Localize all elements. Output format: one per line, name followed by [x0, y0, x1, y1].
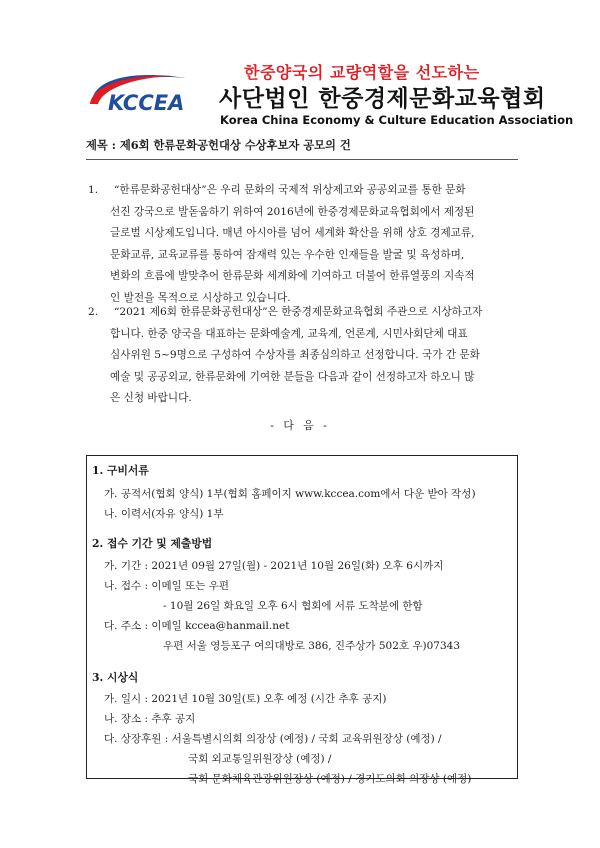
paragraph-line: 심사위원 5~9명으로 구성하여 수상자를 최종심의하고 선정합니다. 국가 간 문화: [110, 349, 480, 361]
section-row: 국회 문화체육관광위원장상 (예정) / 경기도의회 의장상 (예정): [188, 773, 472, 785]
svg-text:KCCEA: KCCEA: [108, 91, 185, 115]
section-title-submission: 2. 접수 기간 및 제출방법: [92, 537, 213, 550]
paragraph-number: 2.: [88, 306, 99, 318]
section-row: 다. 주소 : 이메일 kccea@hanmail.net: [104, 620, 290, 632]
paragraph-line: 글로벌 시상제도입니다. 매년 아시아를 넘어 세계화 확산을 위해 상호 경제교류,: [110, 227, 475, 239]
paragraph-line: 예술 및 공공외교, 한류문화에 기여한 분들을 다음과 같이 선정하고자 하오니 많: [110, 370, 475, 383]
paragraph-line: “한류문화공헌대상”은 우리 문화의 국제적 위상제고와 공공외교를 통한 문화: [114, 184, 466, 196]
paragraph-line: “2021 제6회 한류문화공헌대상”은 한중경제문화교육협회 주관으로 시상하고자: [114, 306, 483, 318]
section-row: - 10월 26일 화요일 오후 6시 협회에 서류 도착분에 한함: [163, 600, 423, 612]
section-row: 나. 이력서(자유 양식) 1부: [104, 508, 224, 520]
section-row: 가. 기간 : 2021년 09월 27일(월) - 2021년 10월 26일(화) 오후 6시까지: [104, 560, 444, 572]
paragraph-line: 선진 강국으로 발돋움하기 위하여 2016년에 한중경제문화교육협회에서 제정된: [110, 205, 475, 218]
section-row: 나. 접수 : 이메일 또는 우편: [104, 580, 229, 592]
paragraph-line: 문화교류, 교육교류를 통하여 잠재력 있는 우수한 인재들을 발굴 및 육성하며,: [110, 248, 465, 261]
organization-name-korean: 사단법인 한중경제문화교육협회: [219, 86, 546, 112]
section-row: 가. 일시 : 2021년 10월 30일(토) 오후 예정 (시간 추후 공지): [104, 693, 387, 705]
paragraph-line: 인 발전을 목적으로 시상하고 있습니다.: [110, 291, 291, 304]
subject-divider: [86, 159, 518, 160]
paragraph-number: 1.: [88, 184, 99, 196]
slogan: 한중양국의 교량역할을 선도하는: [244, 63, 480, 82]
section-row: 우편 서울 영등포구 여의대방로 386, 진주상가 502호 우)07343: [163, 640, 460, 652]
section-row: 국회 외교통일위원장상 (예정) /: [188, 753, 332, 765]
section-row: 다. 상장후원 : 서울특별시의회 의장상 (예정) / 국회 교육위원장상 (예정) /: [104, 733, 442, 745]
organization-name-english: Korea China Economy & Culture Education Association: [220, 113, 574, 127]
kccea-logo: [86, 68, 210, 118]
paragraph-2: [88, 302, 520, 410]
section-title-ceremony: 3. 시상식: [92, 671, 139, 684]
section-row: 나. 장소 : 추후 공지: [104, 713, 196, 725]
paragraph-1: [88, 180, 520, 309]
paragraph-line: 은 신청 바랍니다.: [110, 392, 192, 404]
paragraph-line: 합니다. 한중 양국을 대표하는 문화예술계, 교육계, 언론계, 시민사회단체 대표: [110, 327, 468, 340]
section-title-documents: 1. 구비서류: [92, 464, 149, 477]
section-row: 가. 공적서(협회 양식) 1부(협회 홈페이지 www.kccea.com에서 다운 받아 작성): [104, 488, 476, 500]
daum-heading: - 다 음 -: [270, 419, 330, 432]
paragraph-line: 변화의 흐름에 발맞추어 한류문화 세계화에 기여하고 더불어 한류열풍의 지속적: [110, 270, 475, 282]
document-subject: 제목 : 제6회 한류문화공헌대상 수상후보자 공모의 건: [86, 138, 351, 152]
